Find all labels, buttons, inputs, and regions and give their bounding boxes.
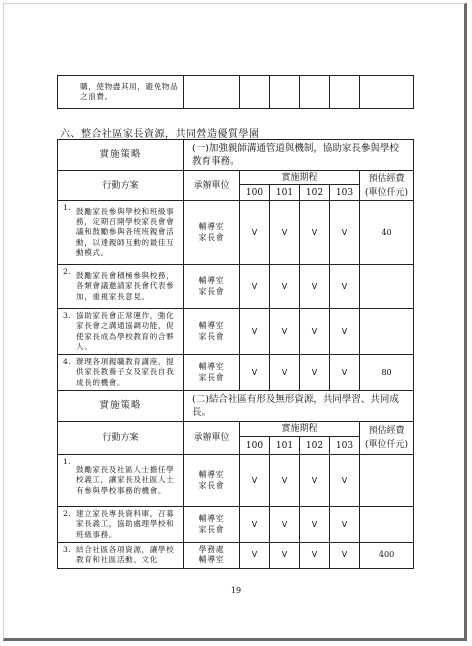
check-mark: V	[240, 543, 270, 569]
unit-header: 承辦單位	[184, 171, 240, 201]
continuation-table	[57, 75, 414, 109]
check-mark: V	[330, 265, 360, 309]
action-text: 鼓勵家長會積極參與校務，各類會議邀請家長會代表參加，重視家長意見。	[76, 271, 175, 301]
unit-cell: 輔導室 家長會	[184, 309, 240, 355]
budget-cell	[360, 76, 414, 109]
table-row	[58, 309, 414, 355]
budget-header: 預估經費 (單位仟元)	[360, 171, 414, 201]
check-mark: V	[330, 309, 360, 355]
strategy-label: 實施策略	[58, 140, 184, 171]
check-mark: V	[330, 201, 360, 265]
action-text: 購，使物盡其用，避免物品之浪費。	[58, 76, 184, 109]
plan-table	[57, 139, 414, 569]
table-row	[58, 455, 414, 507]
budget-cell	[360, 309, 414, 355]
check-mark: V	[240, 201, 270, 265]
check-mark: V	[300, 309, 330, 355]
page-number: 19	[230, 586, 242, 595]
check-cell	[300, 76, 330, 109]
check-mark: V	[270, 455, 300, 507]
check-mark: V	[300, 355, 330, 391]
unit-cell: 輔導室 家長會	[184, 455, 240, 507]
strategy-title: (二)結合社區有形及無形資源，共同學習、共同成長。	[184, 391, 414, 422]
budget-cell: 40	[360, 201, 414, 265]
action-cell	[58, 355, 184, 391]
action-number: 4.	[63, 357, 72, 367]
action-number: 2.	[63, 267, 72, 276]
unit-cell: 學務處 輔導室	[184, 543, 240, 569]
year-header: 103	[330, 437, 360, 455]
year-header: 100	[240, 437, 270, 455]
table-row	[58, 76, 414, 109]
check-mark: V	[300, 455, 330, 507]
budget-cell: 400	[360, 543, 414, 569]
check-cell	[270, 76, 300, 109]
action-text: 協助家長會正常運作，強化家長會之溝通協調功能，促使家長成為學校教育的合夥人。	[76, 311, 175, 351]
budget-cell: 80	[360, 355, 414, 391]
action-cell	[58, 543, 184, 569]
action-cell	[58, 455, 184, 507]
check-mark: V	[330, 455, 360, 507]
year-header: 103	[330, 185, 360, 201]
action-text: 鼓勵家長及社區人士擔任學校義工，讓家長及社區人士有參與學校事務的機會。	[76, 465, 175, 495]
check-mark: V	[240, 455, 270, 507]
action-number: 3.	[63, 311, 72, 320]
unit-cell: 輔導室 家長會	[184, 265, 240, 309]
check-mark: V	[270, 265, 300, 309]
unit-cell: 輔導室 家長會	[184, 201, 240, 265]
table-row	[58, 265, 414, 309]
year-header: 101	[270, 185, 300, 201]
check-cell	[330, 76, 360, 109]
action-number: 3.	[63, 545, 72, 555]
check-mark: V	[270, 543, 300, 569]
check-mark: V	[330, 507, 360, 543]
header-row	[58, 171, 414, 185]
action-header: 行動方案	[58, 422, 184, 455]
action-cell	[58, 507, 184, 543]
action-text: 鼓勵家長參與學校和班級事務，定期召開學校家長會會議和鼓勵參與各班班親會活動，以達親師互動的最佳互動模式。	[76, 206, 175, 257]
year-header: 102	[300, 185, 330, 201]
action-number: 2.	[63, 509, 72, 519]
table-row	[58, 543, 414, 569]
check-mark: V	[270, 507, 300, 543]
strategy-label: 實施策略	[58, 391, 184, 422]
period-header: 實施期程	[240, 422, 360, 437]
budget-header: 預估經費 (單位仟元)	[360, 422, 414, 455]
budget-cell	[360, 265, 414, 309]
check-mark: V	[270, 201, 300, 265]
action-number: 1.	[63, 457, 72, 467]
check-mark: V	[240, 309, 270, 355]
action-header: 行動方案	[58, 171, 184, 201]
check-cell	[240, 76, 270, 109]
section-heading: 六、整合社區家長資源，共同營造優質學園	[60, 129, 260, 140]
budget-cell	[360, 507, 414, 543]
period-header: 實施期程	[240, 171, 360, 185]
action-cell	[58, 265, 184, 309]
check-mark: V	[330, 355, 360, 391]
strategy-title: (一)加強親師溝通管道與機制，協助家長參與學校教育事務。	[184, 140, 414, 171]
check-mark: V	[300, 265, 330, 309]
table-row	[58, 507, 414, 543]
table-row	[58, 201, 414, 265]
header-row	[58, 422, 414, 437]
check-mark: V	[330, 543, 360, 569]
unit-cell	[184, 76, 240, 109]
year-header: 100	[240, 185, 270, 201]
check-mark: V	[300, 507, 330, 543]
action-text: 建立家長專長資料庫，召募家長義工，協助處理學校和班級事務。	[76, 509, 175, 539]
budget-cell	[360, 455, 414, 507]
strategy-row	[58, 391, 414, 422]
check-mark: V	[240, 507, 270, 543]
year-header: 102	[300, 437, 330, 455]
year-header: 101	[270, 437, 300, 455]
check-mark: V	[270, 309, 300, 355]
unit-cell: 輔導室 家長會	[184, 507, 240, 543]
action-cell	[58, 309, 184, 355]
check-mark: V	[300, 543, 330, 569]
action-cell	[58, 201, 184, 265]
action-text: 結合社區各項資源，讓學校教育和社區活動、文化	[76, 545, 175, 565]
check-mark: V	[240, 355, 270, 391]
action-number: 1.	[63, 203, 72, 212]
check-mark: V	[270, 355, 300, 391]
action-text: 辦理各項親職教育講座，提供家長教養子女及家長自我成長的機會。	[76, 357, 175, 387]
unit-cell: 輔導室 家長會	[184, 355, 240, 391]
unit-header: 承辦單位	[184, 422, 240, 455]
strategy-row	[58, 140, 414, 171]
table-row	[58, 355, 414, 391]
check-mark: V	[300, 201, 330, 265]
check-mark: V	[240, 265, 270, 309]
